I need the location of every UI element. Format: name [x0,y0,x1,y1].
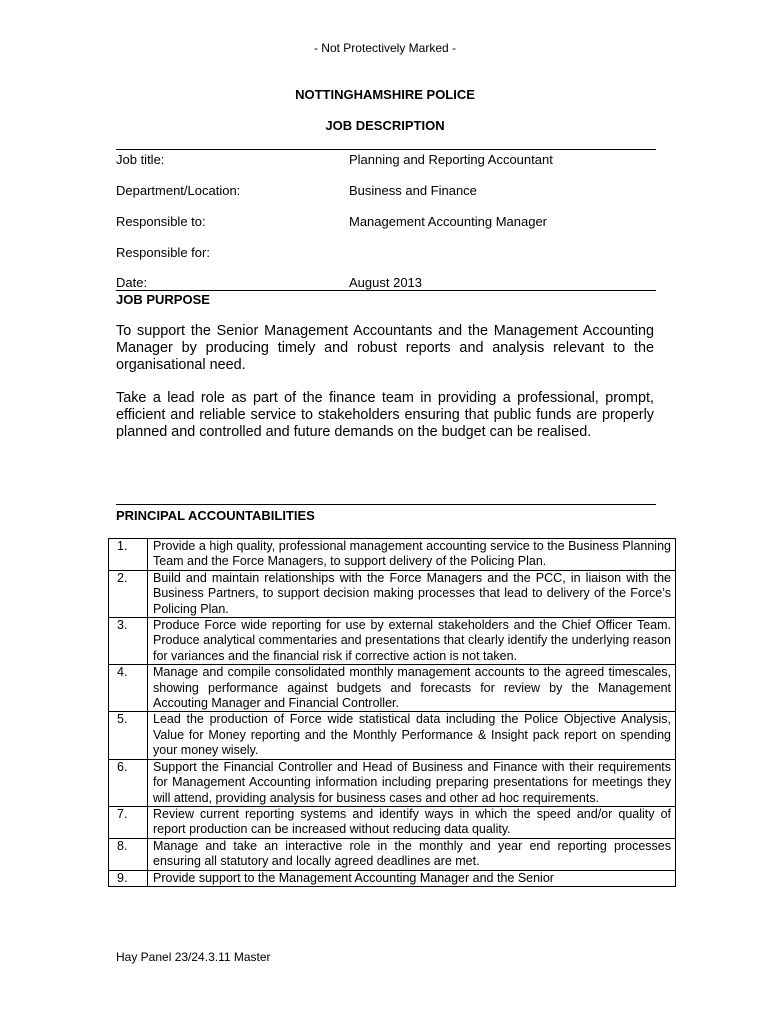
table-row [109,618,676,665]
table-row [109,838,676,870]
item-text: Provide support to the Management Accounting Manager and the Senior [148,870,676,886]
field-label-responsible-to: Responsible to: [116,214,206,229]
item-text: Lead the production of Force wide statistical data including the Police Objective Analysis, Value for Money reporting and the Monthly Performance & Insight pack report on spending your money wisely. [148,712,676,759]
table-row [109,665,676,712]
item-number: 2. [109,570,148,617]
field-value-department: Business and Finance [349,183,477,198]
item-number: 1. [109,539,148,571]
item-number: 3. [109,618,148,665]
item-text: Manage and compile consolidated monthly management accounts to the agreed timescales, showing performance against budgets and forecasts for review by the Management Accouting Manager and Financial Controller. [148,665,676,712]
item-text: Review current reporting systems and identify ways in which the speed and/or quality of report production can be increased without reducing data quality. [148,806,676,838]
item-number: 6. [109,759,148,806]
job-purpose-paragraph: Take a lead role as part of the finance team in providing a professional, prompt, efficient and reliable service to stakeholders ensuring that public funds are properly planned and controlled and future demands on the budget can be realised. [116,390,654,440]
field-label-responsible-for: Responsible for: [116,245,210,260]
principal-accountabilities-heading: PRINCIPAL ACCOUNTABILITIES [116,508,315,523]
table-row [109,759,676,806]
page-footer: Hay Panel 23/24.3.11 Master [116,950,271,964]
item-text: Manage and take an interactive role in the monthly and year end reporting processes ensuring all statutory and locally agreed deadlines are met. [148,838,676,870]
table-row [109,539,676,571]
item-number: 8. [109,838,148,870]
protective-marking: - Not Protectively Marked - [313,41,457,55]
field-value-responsible-to: Management Accounting Manager [349,214,548,229]
item-number: 9. [109,870,148,886]
field-label-department: Department/Location: [116,183,241,198]
item-text: Produce Force wide reporting for use by external stakeholders and the Chief Officer Team. Produce analytical commentaries and presentations that clearly identify the underlying reason for variances and the financial risk if corrective action is not taken. [148,618,676,665]
table-row [109,712,676,759]
item-text: Provide a high quality, professional management accounting service to the Business Planning Team and the Force Managers, to support delivery of the Policing Plan. [148,539,676,571]
header-rule-bottom [116,290,656,291]
field-label-job-title: Job title: [116,152,165,167]
table-row [109,570,676,617]
item-text: Support the Financial Controller and Head of Business and Finance with their requirements for Management Accounting information including preparing presentations for meetings they will attend, providing analysis for business cases and other ad hoc requirements. [148,759,676,806]
header-rule-top [116,149,656,150]
item-number: 7. [109,806,148,838]
field-value-job-title: Planning and Reporting Accountant [349,152,553,167]
item-number: 4. [109,665,148,712]
item-text: Build and maintain relationships with the Force Managers and the PCC, in liaison with the Business Partners, to support decision making processes that lead to delivery of the Force’s Policing Plan. [148,570,676,617]
job-purpose-paragraph: To support the Senior Management Accountants and the Management Accounting Manager by producing timely and robust reports and analysis relevant to the organisational need. [116,323,654,373]
field-value-date: August 2013 [349,275,423,290]
accountabilities-table [108,538,676,887]
item-number: 5. [109,712,148,759]
job-purpose-heading: JOB PURPOSE [116,292,210,307]
document-title: JOB DESCRIPTION [325,118,445,133]
table-row [109,870,676,886]
table-row [109,806,676,838]
field-label-date: Date: [116,275,148,290]
accountabilities-table-viewport [108,538,678,930]
section-rule [116,504,656,505]
organisation-name: NOTTINGHAMSHIRE POLICE [295,87,475,102]
